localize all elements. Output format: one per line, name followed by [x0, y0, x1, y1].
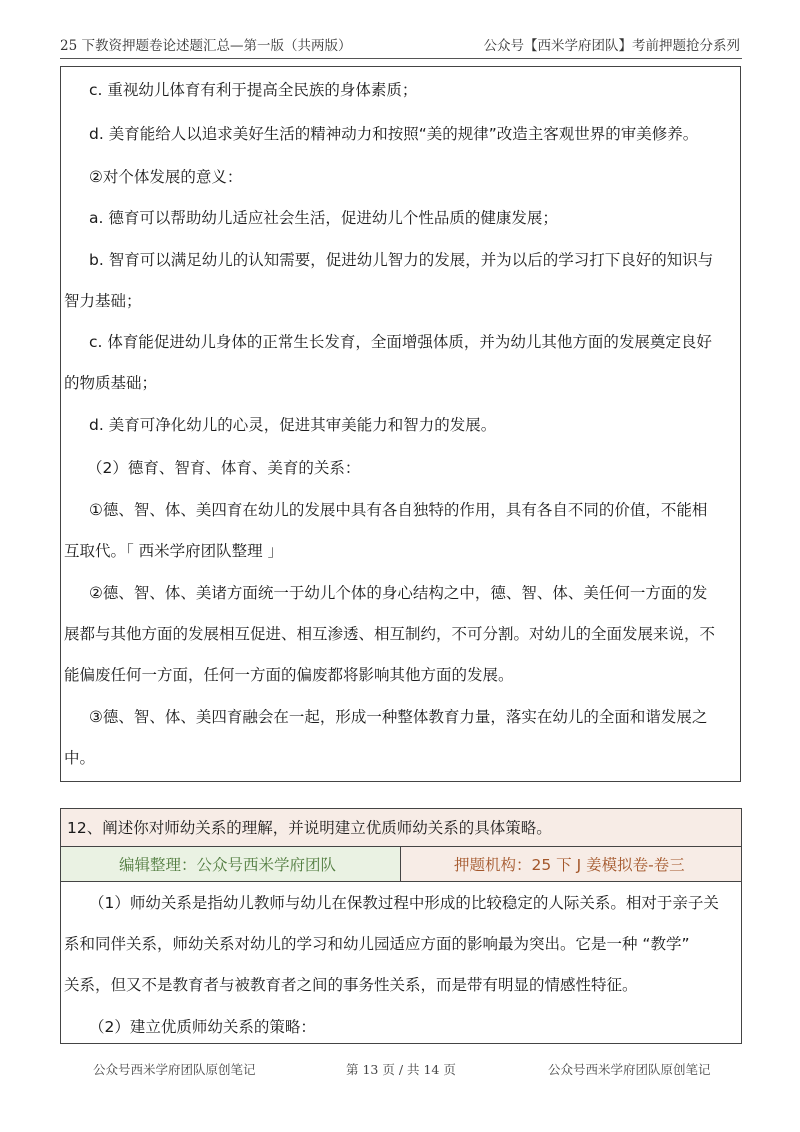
paragraph-line: 中。 — [64, 749, 96, 767]
paragraph-line: c. 重视幼儿体育有利于提高全民族的身体素质； — [89, 81, 418, 99]
paragraph-line: ②德、智、体、美诸方面统一于幼儿个体的身心结构之中，德、智、体、美任何一方面的发 — [89, 584, 708, 602]
question-12-box — [60, 808, 742, 1044]
editor-label: 编辑整理：公众号西米学府团队 — [119, 856, 337, 874]
paragraph-line: 互取代。「 西米学府团队整理 」 — [64, 542, 284, 560]
answer-box-continued — [60, 66, 741, 782]
paragraph-line: 展都与其他方面的发展相互促进、相互渗透、相互制约，不可分割。对幼儿的全面发展来说，不 — [64, 625, 716, 643]
paragraph-line: d. 美育可净化幼儿的心灵，促进其审美能力和智力的发展。 — [89, 416, 497, 434]
page-header — [60, 34, 740, 56]
paragraph-line: ①德、智、体、美四育在幼儿的发展中具有各自独特的作用，具有各自不同的价值，不能相 — [89, 501, 708, 519]
source-row — [61, 847, 741, 882]
source-cell — [401, 847, 741, 881]
paragraph-line: b. 智育可以满足幼儿的认知需要，促进幼儿智力的发展，并为以后的学习打下良好的知识与 — [89, 251, 714, 269]
answer-line: （1）师幼关系是指幼儿教师与幼儿在保教过程中形成的比较稳定的人际关系。相对于亲子关 — [89, 894, 719, 912]
page-number: 第 13 页 / 共 14 页 — [346, 1062, 456, 1077]
paragraph-line: （2）德育、智育、体育、美育的关系： — [87, 459, 361, 477]
paragraph-line: 能偏废任何一方面，任何一方面的偏废都将影响其他方面的发展。 — [64, 666, 514, 684]
header-divider — [60, 58, 742, 59]
paragraph-line: 智力基础； — [64, 292, 142, 310]
answer-line: 关系，但又不是教育者与被教育者之间的事务性关系，而是带有明显的情感性特征。 — [64, 976, 638, 994]
header-left-title: 25 下教资押题卷论述题汇总—第一版（共两版） — [60, 38, 352, 54]
question-title-row — [61, 809, 741, 847]
answer-line: 系和同伴关系，师幼关系对幼儿的学习和幼儿园适应方面的影响最为突出。它是一种 “教学” — [64, 935, 690, 953]
footer-left: 公众号西米学府团队原创笔记 — [93, 1062, 256, 1077]
paragraph-line: ③德、智、体、美四育融会在一起，形成一种整体教育力量，落实在幼儿的全面和谐发展之 — [89, 708, 708, 726]
paragraph-line: d. 美育能给人以追求美好生活的精神动力和按照“美的规律”改造主客观世界的审美修养。 — [89, 125, 699, 143]
paragraph-line: ②对个体发展的意义： — [89, 168, 243, 186]
page-footer — [0, 1060, 800, 1080]
editor-cell — [61, 847, 401, 881]
header-right-title: 公众号【西米学府团队】考前押题抢分系列 — [483, 38, 740, 54]
paragraph-line: 的物质基础； — [64, 374, 158, 392]
source-label: 押题机构：25 下 J 姜模拟卷-卷三 — [454, 856, 685, 874]
question-title: 12、阐述你对师幼关系的理解，并说明建立优质师幼关系的具体策略。 — [67, 819, 552, 837]
answer-line: （2）建立优质师幼关系的策略： — [89, 1018, 316, 1036]
paragraph-line: a. 德育可以帮助幼儿适应社会生活，促进幼儿个性品质的健康发展； — [89, 209, 558, 227]
paragraph-line: c. 体育能促进幼儿身体的正常生长发育，全面增强体质，并为幼儿其他方面的发展奠定良好 — [89, 333, 712, 351]
footer-right: 公众号西米学府团队原创笔记 — [548, 1062, 711, 1077]
